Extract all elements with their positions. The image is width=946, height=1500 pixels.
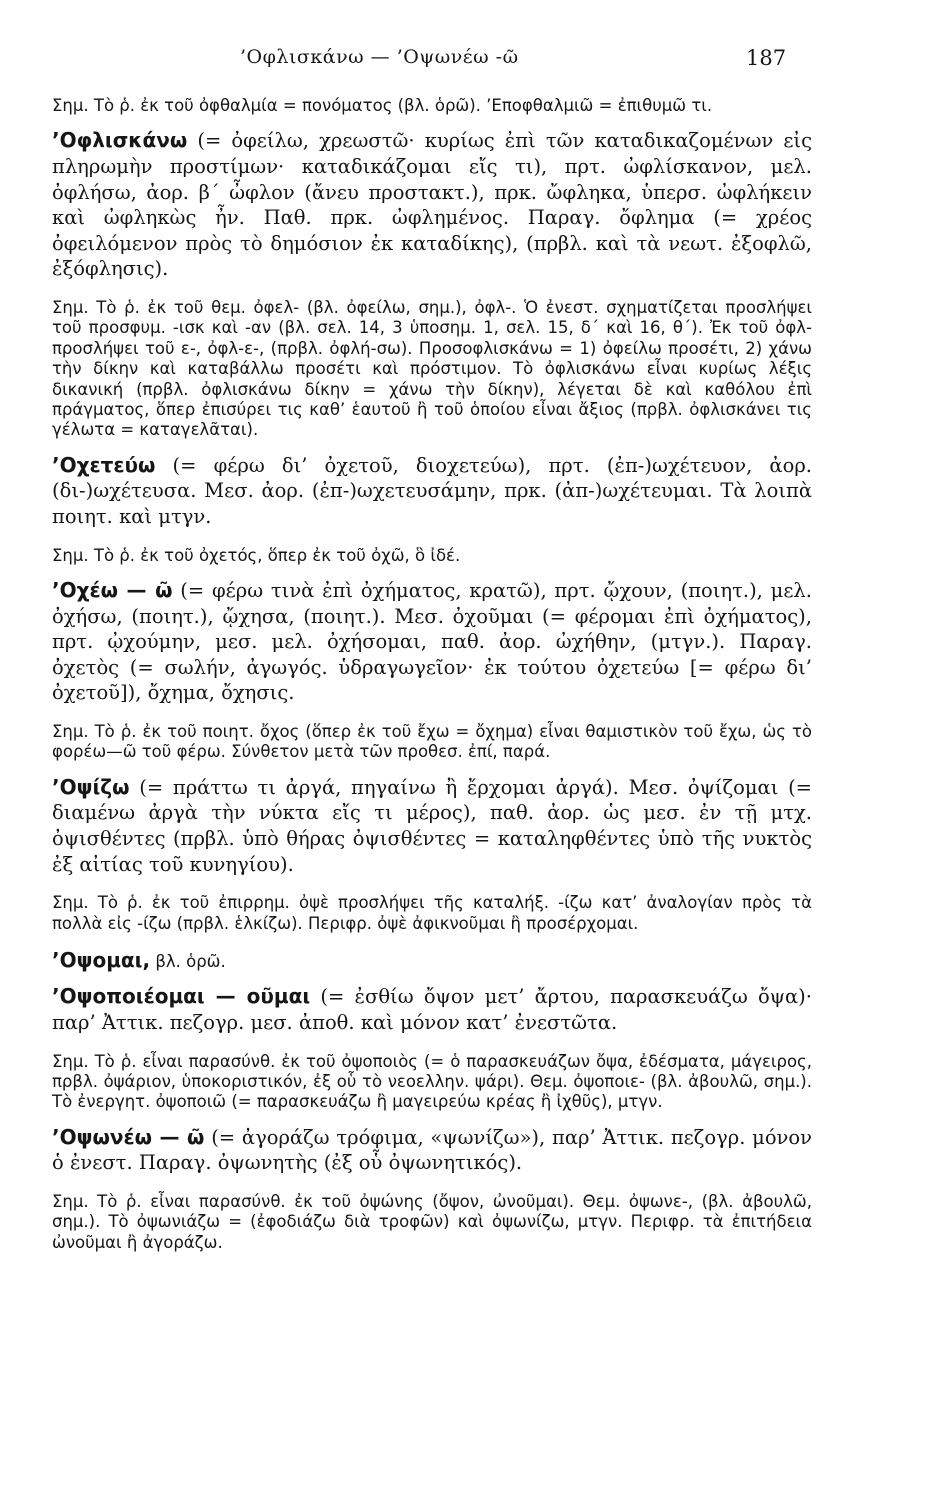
cross-reference-text: βλ. ὁρῶ.: [155, 951, 226, 971]
entry-headword: ’Οψωνέω — ῶ: [52, 1124, 205, 1149]
entry-headword: ’Οφλισκάνω: [52, 128, 188, 153]
note-text: Σημ. Τὸ ῥ. εἶναι παρασύνθ. ἐκ τοῦ ὀψοποιὸς (= ὁ παρασκευάζων ὄψα, ἐδέσματα, μάγειρος, πρβλ. ὀψάριον, ὑποκοριστικόν, ἐξ οὗ τὸ νεοελλην. ψάρι). Θεμ. ὀψοποιε- (βλ. ἀβουλῶ, σημ.). Τὸ ἐνεργητ. ὀψοποιῶ (= παρασκευάζω ἢ μαγειρεύω κρέας ἢ ἰχθῦς), μτγν.: [52, 1051, 812, 1112]
entry-text: (= ὀφείλω, χρεωστῶ· κυρίως ἐπὶ τῶν καταδικαζομένων εἰς πληρωμὴν προστίμων· καταδικάζομαι εἴς τι), πρτ. ὠφλίσκανον, μελ. ὀφλήσω, ἀορ. β΄ ὦφλον (ἄνευ προστακτ.), πρκ. ὤφληκα, ὑπερσ. ὠφλήκειν καὶ ὠφληκὼς ἦν. Παθ. πρκ. ὠφλημένος. Παραγ. ὄφλημα (= χρέος ὀφειλόμενον πρὸς τὸ δημόσιον ἐκ καταδίκης), (πρβλ. καὶ τὰ νεωτ. ἐξοφλῶ, ἐξόφλησις).: [52, 129, 812, 281]
etymology-note: [52, 893, 812, 934]
entry-text: (= πράττω τι ἀργά, πηγαίνω ἢ ἔρχομαι ἀργά). Μεσ. ὀψίζομαι (= διαμένω ἀργὰ τὴν νύκτα εἴς τι μέρος), παθ. ἀορ. ὡς μεσ. ἐν τῇ μτχ. ὀψισθέντες (πρβλ. ὑπὸ θήρας ὀψισθέντες = καταληφθέντες ὑπὸ τῆς νυκτὸς ἐξ αἰτίας τοῦ κυνηγίου).: [52, 775, 813, 876]
dictionary-entry: [52, 984, 812, 1035]
entry-headword: ’Οχετεύω: [52, 452, 156, 477]
entry-text: (= φέρω δι’ ὀχετοῦ, διοχετεύω), πρτ. (ἐπ-)ωχέτευον, ἀορ. (δι-)ωχέτευσα. Μεσ. ἀορ. (ἐπ-)ωχετευσάμην, πρκ. (ἀπ-)ωχέτευμαι. Τὰ λοιπὰ ποιητ. καὶ μτγν.: [52, 453, 812, 528]
note-text: Σημ. Τὸ ῥ. ἐκ τοῦ ἐπιρρημ. ὀψὲ προσλήψει τῆς καταλήξ. -ίζω κατ’ ἀναλογίαν πρὸς τὰ πολλὰ εἰς -ίζω (πρβλ. ἑλκίζω). Περιφρ. ὀψὲ ἀφικνοῦμαι ἢ προσέρχομαι.: [52, 893, 812, 933]
dictionary-entry: [52, 578, 812, 706]
dictionary-entry: [52, 1125, 812, 1176]
body-text: [52, 96, 812, 1253]
note-text: Σημ. Τὸ ῥ. ἐκ τοῦ θεμ. ὀφελ- (βλ. ὀφείλω, σημ.), ὀφλ-. Ὁ ἐνεστ. σχηματίζεται προσλήψει τοῦ προσφυμ. -ισκ καὶ -αν (βλ. σελ. 14, 3 ὑποσημ. 1, σελ. 15, δ΄ καὶ 16, θ΄). Ἐκ τοῦ ὀφλ- προσλήψει τοῦ ε-, ὀφλ-ε-, (πρβλ. ὀφλή-σω). Προσοφλισκάνω = 1) ὀφείλω προσέτι, 2) χάνω τὴν δίκην καὶ καταβάλλω προσέτι καὶ πρόστιμον. Τὸ ὀφλισκάνω εἶναι κυρίως λέξις δικανική (πρβλ. ὀφλισκάνω δίκην = χάνω τὴν δίκην), λέγεται δὲ καὶ καθόλου ἐπὶ πράγματος, ὅπερ ἐπισύρει τις καθ’ ἑαυτοῦ ἢ τοῦ ὁποίου εἶναι ἄξιος (πρβλ. ὀφλισκάνει τις γέλωτα = καταγελᾶται).: [52, 297, 812, 440]
note-text: Σημ. Τὸ ῥ. ἐκ τοῦ ποιητ. ὄχος (ὅπερ ἐκ τοῦ ἔχω = ὄχημα) εἶναι θαμιστικὸν τοῦ ἔχω, ὡς τὸ φορέω—ῶ τοῦ φέρω. Σύνθετον μετὰ τῶν προθεσ. ἐπί, παρά.: [52, 721, 812, 762]
etymology-note: [52, 96, 812, 116]
dictionary-entry: [52, 453, 812, 530]
note-text: Σημ. Τὸ ῥ. ἐκ τοῦ ὀφθαλμία = πονόματος (βλ. ὁρῶ). ’Εποφθαλμιῶ = ἐπιθυμῶ τι.: [52, 96, 713, 115]
entry-headword: ’Οψοποιέομαι — οῦμαι: [52, 984, 311, 1009]
dictionary-entry: [52, 128, 812, 282]
etymology-note: [52, 546, 812, 566]
etymology-note: [52, 1052, 812, 1113]
page-header: [0, 44, 946, 76]
entry-headword: ’Οψομαι,: [52, 947, 151, 972]
entry-text: (= ἐσθίω ὄψον μετ’ ἄρτου, παρασκευάζω ὄψα)· παρ’ Ἀττικ. πεζογρ. μεσ. ἀποθ. καὶ μόνον κατ’ ἐνεστῶτα.: [52, 985, 812, 1034]
page-number: 187: [746, 46, 787, 70]
entry-headword: ’Οψίζω: [52, 774, 130, 799]
entry-text: (= ἀγοράζω τρόφιμα, «ψωνίζω»), παρ’ Ἀττικ. πεζογρ. μόνον ὁ ἐνεστ. Παραγ. ὀψωνητὴς (ἐξ οὗ ὀψωνητικός).: [52, 1125, 813, 1175]
dictionary-entry: [52, 775, 812, 877]
entry-headword: ’Οχέω — ῶ: [52, 578, 173, 602]
etymology-note: [52, 298, 812, 441]
entry-text: (= φέρω τινὰ ἐπὶ ὀχήματος, κρατῶ), πρτ. ᾤχουν, (ποιητ.), μελ. ὀχήσω, (ποιητ.), ᾤχησα, (ποιητ.). Μεσ. ὀχοῦμαι (= φέρομαι ἐπὶ ὀχήματος), πρτ. ᾠχούμην, μεσ. μελ. ὀχήσομαι, παθ. ἀορ. ὠχήθην, (μτγν.). Παραγ. ὀχετὸς (= σωλήν, ἀγωγός. ὑδραγωγεῖον· ἐκ τούτου ὀχετεύω [= φέρω δι’ ὀχετοῦ]), ὄχημα, ὄχησις.: [52, 579, 812, 705]
running-head: ’Οφλισκάνω — ’Οψωνέω -ῶ: [240, 46, 519, 68]
note-text: Σημ. Τὸ ῥ. εἶναι παρασύνθ. ἐκ τοῦ ὀψώνης (ὄψον, ὠνοῦμαι). Θεμ. ὀψωνε-, (βλ. ἀβουλῶ, σημ.). Τὸ ὀψωνιάζω = (ἐφοδιάζω διὰ τροφῶν) καὶ ὀψωνίζω, μτγν. Περιφρ. τὰ ἐπιτήδεια ὠνοῦμαι ἢ ἀγοράζω.: [52, 1191, 812, 1252]
cross-reference-entry: [52, 947, 812, 972]
etymology-note: [52, 722, 812, 763]
etymology-note: [52, 1192, 812, 1253]
note-text: Σημ. Τὸ ῥ. ἐκ τοῦ ὀχετός, ὅπερ ἐκ τοῦ ὀχῶ, ὃ ἰδέ.: [52, 545, 461, 565]
